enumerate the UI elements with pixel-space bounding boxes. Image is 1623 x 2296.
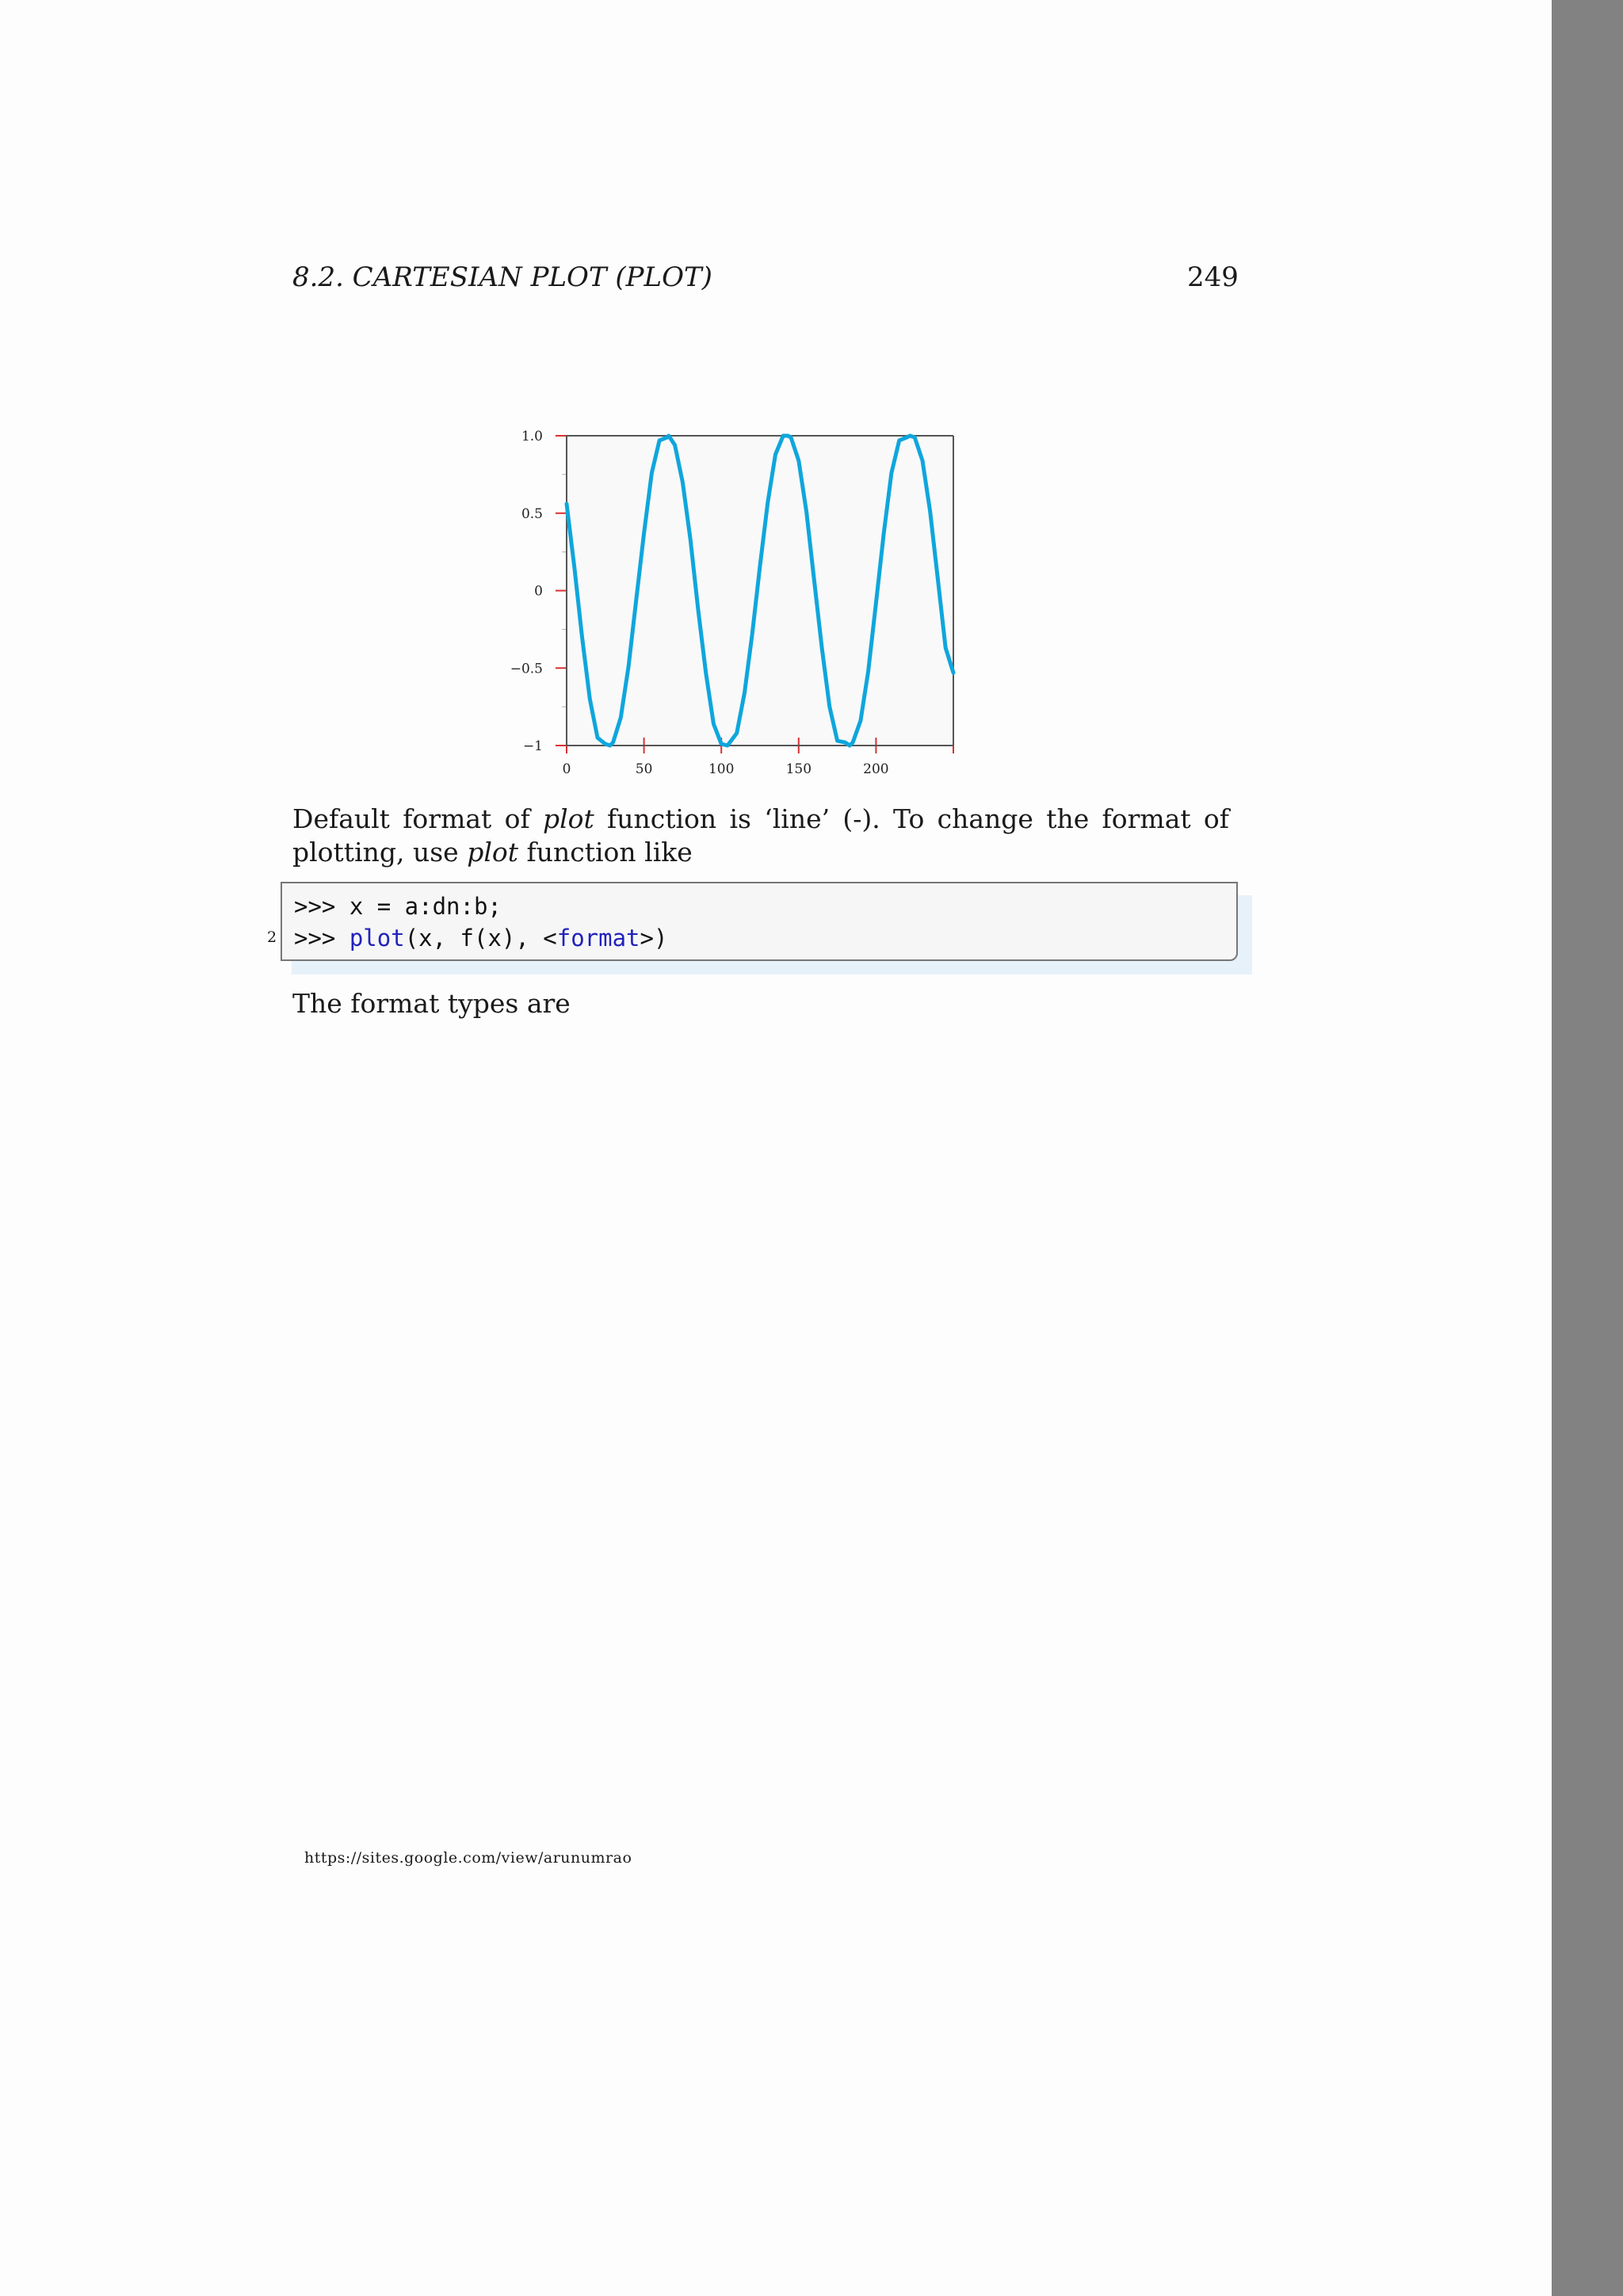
code-keyword-format: format	[556, 925, 640, 952]
x-tick-label: 150	[785, 761, 812, 777]
x-tick-label: 100	[708, 761, 735, 777]
paragraph-default-format	[292, 803, 1229, 869]
emphasis-plot: plot	[542, 803, 594, 834]
x-tick-label: 0	[562, 761, 571, 777]
x-tick-label: 200	[863, 761, 889, 777]
paragraph-format-types: The format types are	[292, 988, 571, 1019]
page-number: 249	[1187, 261, 1239, 293]
y-tick-label: 0.5	[521, 505, 543, 522]
code-keyword-plot: plot	[349, 925, 405, 952]
text-run: function like	[518, 837, 693, 868]
code-close: >)	[640, 925, 668, 952]
emphasis-plot: plot	[467, 837, 519, 868]
y-tick-label: 1.0	[521, 429, 543, 444]
y-tick-label: −1	[522, 738, 543, 754]
y-tick-label: 0	[534, 583, 543, 600]
running-header-section: 8.2. CARTESIAN PLOT (PLOT)	[292, 261, 712, 293]
y-tick-label: −0.5	[510, 661, 543, 677]
viewer-side-bar	[1552, 0, 1623, 2296]
code-args: (x, f(x), <	[404, 925, 557, 952]
code-line-1: >>> x = a:dn:b;	[294, 893, 502, 920]
cartesian-plot-figure	[491, 412, 967, 784]
x-tick-label: 50	[635, 761, 653, 777]
code-line-2	[294, 925, 667, 952]
chart-svg	[491, 412, 967, 784]
text-run: function is ‘line’ (-). To change the format of plotting, use	[292, 803, 1229, 868]
text-run: Default format of	[292, 803, 543, 834]
code-line-number: 2	[267, 929, 277, 946]
code-listing	[281, 882, 1238, 961]
code-prompt: >>>	[294, 925, 349, 952]
footer-url: https://sites.google.com/view/arunumrao	[304, 1849, 632, 1867]
